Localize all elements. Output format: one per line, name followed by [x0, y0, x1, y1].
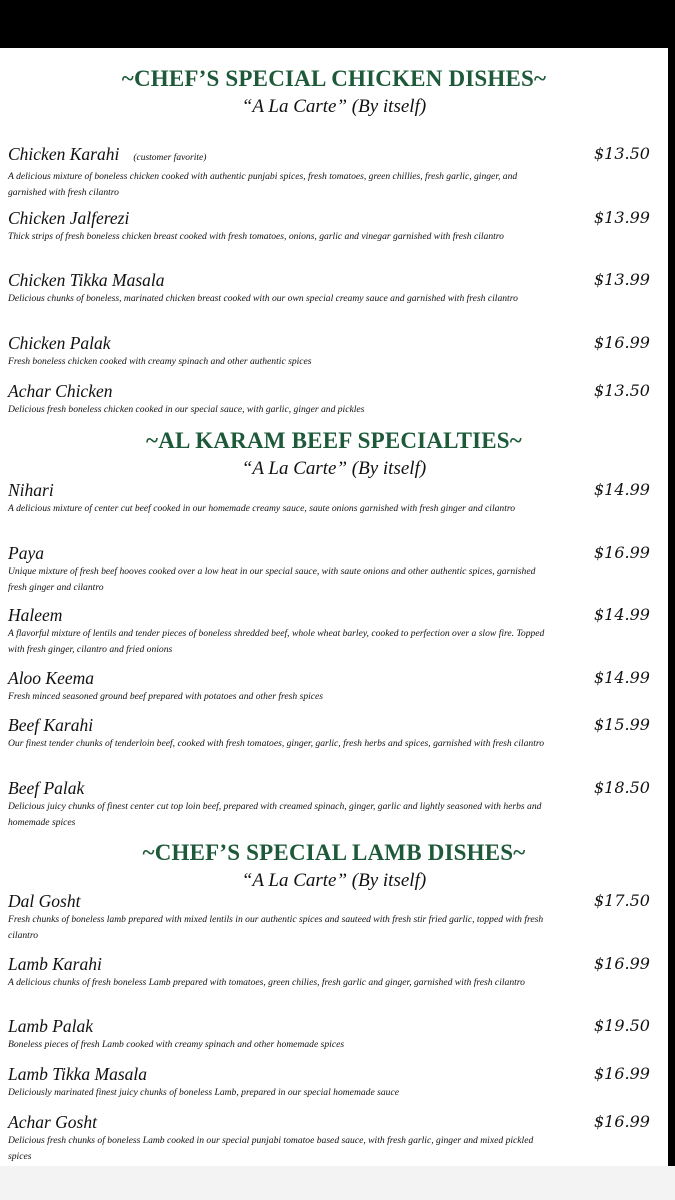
menu-item	[8, 668, 658, 705]
item-description: Thick strips of fresh boneless chicken breast cooked with fresh tomatoes, onions, garlic and vinegar garnished with fresh cilantro	[8, 231, 504, 242]
section-title: ~CHEF’S SPECIAL LAMB DISHES~	[142, 840, 526, 865]
item-description: Delicious fresh chunks of boneless Lamb cooked in our special punjabi tomatoe based sauce, with fresh garlic, ginger and mixed pickled spices	[8, 1135, 534, 1162]
item-description: Delicious fresh boneless chicken cooked in our special sauce, with garlic, ginger and pickles	[8, 404, 365, 415]
section-title: ~CHEF’S SPECIAL CHICKEN DISHES~	[121, 66, 547, 91]
item-price: $14.99	[594, 605, 650, 624]
item-price: $16.99	[594, 1064, 650, 1083]
menu-item	[8, 1016, 658, 1053]
item-name: Nihari	[8, 480, 54, 500]
item-description: Our finest tender chunks of tenderloin beef, cooked with fresh tomatoes, ginger, garlic, fresh herbs and spices, garnished with fresh cilantro	[8, 738, 545, 749]
menu-item	[8, 891, 658, 944]
item-name: Beef Palak	[8, 778, 85, 798]
item-name: Haleem	[8, 605, 63, 625]
item-name: Chicken Tikka Masala	[8, 270, 165, 290]
item-name: Lamb Tikka Masala	[8, 1064, 148, 1084]
item-name: Lamb Palak	[8, 1016, 94, 1036]
item-name: Chicken Karahi	[8, 144, 120, 164]
section-subtitle: “A La Carte” (By itself)	[241, 96, 427, 117]
item-note: (customer favorite)	[133, 153, 207, 163]
menu-item	[8, 333, 658, 370]
menu-item	[8, 1112, 658, 1165]
menu-item	[8, 715, 658, 752]
item-name: Chicken Jalferezi	[8, 208, 130, 228]
item-description: Deliciously marinated finest juicy chunks of boneless Lamb, prepared in our special homemade sauce	[8, 1087, 399, 1098]
item-name: Achar Gosht	[8, 1112, 97, 1132]
item-price: $16.99	[594, 333, 650, 352]
section-beef	[0, 428, 668, 480]
item-price: $19.50	[594, 1016, 650, 1035]
item-price: $13.50	[594, 144, 650, 163]
item-name: Dal Gosht	[8, 891, 81, 911]
bottom-strip	[0, 1166, 675, 1200]
menu-item	[8, 208, 658, 245]
menu-item	[8, 480, 658, 517]
section-subtitle: “A La Carte” (By itself)	[241, 870, 427, 891]
menu-item	[8, 381, 658, 418]
menu-item	[8, 144, 658, 201]
item-description: Delicious chunks of boneless, marinated chicken breast cooked with our own special creamy sauce and garnished with fresh cilantro	[8, 293, 518, 304]
menu-item	[8, 605, 658, 658]
section-chicken	[0, 66, 668, 118]
item-description: A delicious mixture of boneless chicken cooked with authentic punjabi spices, fresh tomatoes, green chillies, fresh garlic, ginger, and garnished with fresh cilantro	[8, 171, 518, 198]
item-name: Achar Chicken	[8, 381, 113, 401]
item-price: $17.50	[594, 891, 650, 910]
item-price: $16.99	[594, 1112, 650, 1131]
item-description: A delicious mixture of center cut beef cooked in our homemade creamy sauce, saute onions garnished with fresh ginger and cilantro	[8, 503, 516, 514]
item-price: $14.99	[594, 480, 650, 499]
item-name: Aloo Keema	[8, 668, 95, 688]
item-price: $14.99	[594, 668, 650, 687]
item-price: $16.99	[594, 954, 650, 973]
item-description: Delicious juicy chunks of finest center cut top loin beef, prepared with creamed spinach, ginger, garlic and lightly seasoned with herbs and homemade spices	[8, 801, 542, 828]
item-name: Lamb Karahi	[8, 954, 102, 974]
item-name: Paya	[8, 543, 44, 563]
item-price: $16.99	[594, 543, 650, 562]
item-description: Unique mixture of fresh beef hooves cooked over a low heat in our special sauce, with saute onions and other authentic spices, garnished fresh ginger and cilantro	[8, 566, 536, 593]
item-description: Fresh boneless chicken cooked with creamy spinach and other authentic spices	[8, 356, 312, 367]
item-name: Chicken Palak	[8, 333, 111, 353]
item-description: A delicious chunks of fresh boneless Lamb prepared with tomatoes, green chilies, fresh garlic and ginger, garnished with fresh cilantro	[8, 977, 525, 988]
section-title: ~AL KARAM BEEF SPECIALTIES~	[146, 428, 522, 453]
menu-item	[8, 543, 658, 596]
item-name: Beef Karahi	[8, 715, 94, 735]
menu-page	[0, 48, 668, 1166]
section-subtitle: “A La Carte” (By itself)	[241, 458, 427, 479]
item-price: $13.99	[594, 270, 650, 289]
menu-item	[8, 1064, 658, 1101]
item-description: Fresh chunks of boneless lamb prepared with mixed lentils in our authentic spices and sauteed with fresh stir fried garlic, topped with fresh cilantro	[8, 914, 544, 941]
item-description: Fresh minced seasoned ground beef prepared with potatoes and other fresh spices	[8, 691, 324, 702]
item-price: $18.50	[594, 778, 650, 797]
menu-item	[8, 270, 658, 307]
item-description: A flavorful mixture of lentils and tender pieces of boneless shredded beef, whole wheat barley, cooked to perfection over a slow fire. Topped with fresh ginger, cilantro and fried onions	[8, 628, 545, 655]
item-price: $15.99	[594, 715, 650, 734]
item-description: Boneless pieces of fresh Lamb cooked with creamy spinach and other homemade spices	[8, 1039, 345, 1050]
section-lamb	[0, 840, 668, 892]
item-price: $13.99	[594, 208, 650, 227]
menu-item	[8, 954, 658, 991]
item-price: $13.50	[594, 381, 650, 400]
menu-item	[8, 778, 658, 831]
